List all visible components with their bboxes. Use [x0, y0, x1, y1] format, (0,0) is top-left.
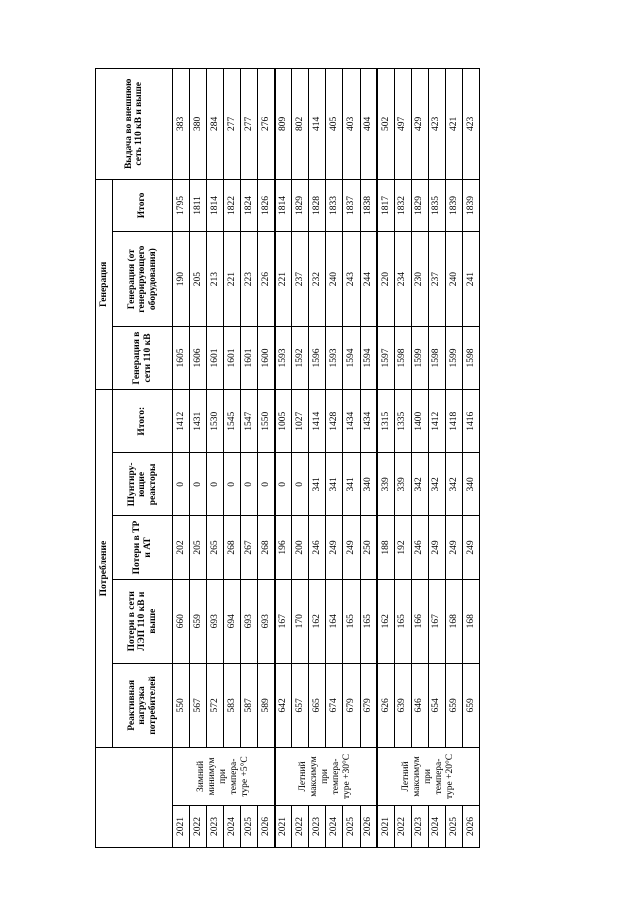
- value-cell: 1795: [173, 179, 190, 232]
- value-cell: 268: [258, 516, 275, 579]
- value-cell: 249: [343, 516, 360, 579]
- value-cell: 1606: [190, 326, 207, 389]
- value-cell: 232: [309, 232, 326, 327]
- year-cell: 2026: [462, 805, 479, 847]
- value-cell: 240: [326, 232, 343, 327]
- value-cell: 0: [258, 453, 275, 516]
- table-row: [309, 69, 326, 848]
- header-corner: [96, 748, 173, 848]
- value-cell: 267: [241, 516, 258, 579]
- value-cell: 265: [207, 516, 224, 579]
- value-cell: 165: [394, 579, 411, 663]
- value-cell: 679: [360, 663, 377, 747]
- value-cell: 567: [190, 663, 207, 747]
- value-cell: 657: [292, 663, 309, 747]
- value-cell: 339: [377, 453, 394, 516]
- value-cell: 383: [173, 69, 190, 180]
- value-cell: 202: [173, 516, 190, 579]
- table-row: [258, 69, 275, 848]
- header-gen-total: Итого: [113, 179, 173, 232]
- header-shunt-reactors: Шунтиру-ющие реакторы: [113, 453, 173, 516]
- value-cell: 693: [207, 579, 224, 663]
- value-cell: 1400: [411, 390, 428, 453]
- table-row: [292, 69, 309, 848]
- value-cell: 0: [275, 453, 292, 516]
- value-cell: 0: [173, 453, 190, 516]
- value-cell: 693: [241, 579, 258, 663]
- value-cell: 230: [411, 232, 428, 327]
- value-cell: 213: [207, 232, 224, 327]
- value-cell: 1428: [326, 390, 343, 453]
- value-cell: 1829: [292, 179, 309, 232]
- value-cell: 277: [241, 69, 258, 180]
- value-cell: 1412: [428, 390, 445, 453]
- year-cell: 2023: [309, 805, 326, 847]
- value-cell: 1599: [445, 326, 462, 389]
- value-cell: 659: [445, 663, 462, 747]
- value-cell: 342: [428, 453, 445, 516]
- table-row: [360, 69, 377, 848]
- value-cell: 1838: [360, 179, 377, 232]
- value-cell: 497: [394, 69, 411, 180]
- value-cell: 162: [309, 579, 326, 663]
- value-cell: 1594: [343, 326, 360, 389]
- year-cell: 2023: [207, 805, 224, 847]
- value-cell: 1596: [309, 326, 326, 389]
- value-cell: 0: [224, 453, 241, 516]
- value-cell: 674: [326, 663, 343, 747]
- value-cell: 276: [258, 69, 275, 180]
- value-cell: 1814: [207, 179, 224, 232]
- value-cell: 802: [292, 69, 309, 180]
- table-row: [224, 69, 241, 848]
- mode-cell: Летний максимум при темпера-туре +30°С: [275, 748, 377, 806]
- value-cell: 1335: [394, 390, 411, 453]
- value-cell: 572: [207, 663, 224, 747]
- value-cell: 166: [411, 579, 428, 663]
- value-cell: 168: [445, 579, 462, 663]
- value-cell: 1530: [207, 390, 224, 453]
- value-cell: 170: [292, 579, 309, 663]
- value-cell: 1824: [241, 179, 258, 232]
- value-cell: 237: [292, 232, 309, 327]
- value-cell: 188: [377, 516, 394, 579]
- header-consumption-group: Потребление: [96, 390, 113, 748]
- value-cell: 246: [309, 516, 326, 579]
- value-cell: 341: [326, 453, 343, 516]
- value-cell: 660: [173, 579, 190, 663]
- value-cell: 1601: [241, 326, 258, 389]
- value-cell: 249: [326, 516, 343, 579]
- value-cell: 0: [207, 453, 224, 516]
- value-cell: 1592: [292, 326, 309, 389]
- header-consumption-total: Итого:: [113, 390, 173, 453]
- value-cell: 1598: [394, 326, 411, 389]
- table-row: [428, 69, 445, 848]
- value-cell: 654: [428, 663, 445, 747]
- mode-cell: Летний максимум при темпера-туре +20°С: [377, 748, 479, 806]
- value-cell: 1814: [275, 179, 292, 232]
- value-cell: 221: [224, 232, 241, 327]
- table-row: [394, 69, 411, 848]
- value-cell: 205: [190, 516, 207, 579]
- value-cell: 165: [343, 579, 360, 663]
- value-cell: 341: [343, 453, 360, 516]
- value-cell: 665: [309, 663, 326, 747]
- header-columns-row: [113, 69, 173, 848]
- value-cell: 342: [445, 453, 462, 516]
- value-cell: 1601: [224, 326, 241, 389]
- value-cell: 589: [258, 663, 275, 747]
- value-cell: 1828: [309, 179, 326, 232]
- value-cell: 1829: [411, 179, 428, 232]
- value-cell: 659: [190, 579, 207, 663]
- value-cell: 423: [428, 69, 445, 180]
- table-row: [377, 69, 394, 848]
- value-cell: 196: [275, 516, 292, 579]
- value-cell: 1837: [343, 179, 360, 232]
- value-cell: 403: [343, 69, 360, 180]
- value-cell: 1597: [377, 326, 394, 389]
- value-cell: 693: [258, 579, 275, 663]
- value-cell: 277: [224, 69, 241, 180]
- value-cell: 583: [224, 663, 241, 747]
- value-cell: 1600: [258, 326, 275, 389]
- value-cell: 1835: [428, 179, 445, 232]
- value-cell: 1833: [326, 179, 343, 232]
- table-row: [190, 69, 207, 848]
- value-cell: 162: [377, 579, 394, 663]
- value-cell: 220: [377, 232, 394, 327]
- value-cell: 1431: [190, 390, 207, 453]
- value-cell: 679: [343, 663, 360, 747]
- value-cell: 1593: [275, 326, 292, 389]
- table-row: [462, 69, 479, 848]
- table-row: [445, 69, 462, 848]
- value-cell: 404: [360, 69, 377, 180]
- value-cell: 659: [462, 663, 479, 747]
- value-cell: 502: [377, 69, 394, 180]
- value-cell: 221: [275, 232, 292, 327]
- year-cell: 2026: [258, 805, 275, 847]
- header-gen-network: Генерация в сети 110 кВ: [113, 326, 173, 389]
- year-cell: 2021: [275, 805, 292, 847]
- year-cell: 2022: [394, 805, 411, 847]
- value-cell: 244: [360, 232, 377, 327]
- value-cell: 165: [360, 579, 377, 663]
- header-group-row: [96, 69, 113, 848]
- value-cell: 249: [445, 516, 462, 579]
- value-cell: 1817: [377, 179, 394, 232]
- value-cell: 168: [462, 579, 479, 663]
- table-row: [207, 69, 224, 848]
- value-cell: 249: [462, 516, 479, 579]
- value-cell: 1839: [445, 179, 462, 232]
- table-row: [173, 69, 190, 848]
- table-row: [343, 69, 360, 848]
- year-cell: 2023: [411, 805, 428, 847]
- value-cell: 626: [377, 663, 394, 747]
- value-cell: 1594: [360, 326, 377, 389]
- value-cell: 284: [207, 69, 224, 180]
- value-cell: 1593: [326, 326, 343, 389]
- value-cell: 1598: [428, 326, 445, 389]
- value-cell: 421: [445, 69, 462, 180]
- value-cell: 1418: [445, 390, 462, 453]
- value-cell: 423: [462, 69, 479, 180]
- value-cell: 246: [411, 516, 428, 579]
- year-cell: 2024: [428, 805, 445, 847]
- value-cell: 1811: [190, 179, 207, 232]
- value-cell: 1414: [309, 390, 326, 453]
- header-gen-equipment: Генерация (от генерирующего оборудования): [113, 232, 173, 327]
- year-cell: 2026: [360, 805, 377, 847]
- year-cell: 2022: [292, 805, 309, 847]
- value-cell: 405: [326, 69, 343, 180]
- value-cell: 1545: [224, 390, 241, 453]
- value-cell: 1839: [462, 179, 479, 232]
- value-cell: 414: [309, 69, 326, 180]
- value-cell: 639: [394, 663, 411, 747]
- value-cell: 1416: [462, 390, 479, 453]
- value-cell: 809: [275, 69, 292, 180]
- value-cell: 1599: [411, 326, 428, 389]
- value-cell: 0: [292, 453, 309, 516]
- header-losses-lines: Потери в сети ЛЭП 110 кВ и выше: [113, 579, 173, 663]
- year-cell: 2021: [377, 805, 394, 847]
- value-cell: 237: [428, 232, 445, 327]
- value-cell: 339: [394, 453, 411, 516]
- value-cell: 1027: [292, 390, 309, 453]
- value-cell: 1605: [173, 326, 190, 389]
- value-cell: 223: [241, 232, 258, 327]
- value-cell: 268: [224, 516, 241, 579]
- table-row: [241, 69, 258, 848]
- value-cell: 429: [411, 69, 428, 180]
- value-cell: 587: [241, 663, 258, 747]
- value-cell: 1547: [241, 390, 258, 453]
- value-cell: 205: [190, 232, 207, 327]
- value-cell: 243: [343, 232, 360, 327]
- value-cell: 249: [428, 516, 445, 579]
- value-cell: 341: [309, 453, 326, 516]
- value-cell: 167: [428, 579, 445, 663]
- value-cell: 1832: [394, 179, 411, 232]
- value-cell: 0: [190, 453, 207, 516]
- value-cell: 192: [394, 516, 411, 579]
- value-cell: 1601: [207, 326, 224, 389]
- value-cell: 234: [394, 232, 411, 327]
- table-row: [275, 69, 292, 848]
- header-reactive-load: Реактивная нагрузка потребителей: [113, 663, 173, 747]
- value-cell: 1826: [258, 179, 275, 232]
- value-cell: 1434: [360, 390, 377, 453]
- value-cell: 342: [411, 453, 428, 516]
- year-cell: 2024: [224, 805, 241, 847]
- value-cell: 250: [360, 516, 377, 579]
- value-cell: 646: [411, 663, 428, 747]
- value-cell: 167: [275, 579, 292, 663]
- header-output: Выдача во внешнюю сеть 110 кВ и выше: [96, 69, 173, 180]
- year-cell: 2022: [190, 805, 207, 847]
- header-losses-tr: Потери в ТР и АТ: [113, 516, 173, 579]
- value-cell: 642: [275, 663, 292, 747]
- table-row: [326, 69, 343, 848]
- value-cell: 1550: [258, 390, 275, 453]
- table-body: [173, 69, 480, 848]
- value-cell: 380: [190, 69, 207, 180]
- value-cell: 340: [462, 453, 479, 516]
- year-cell: 2024: [326, 805, 343, 847]
- value-cell: 240: [445, 232, 462, 327]
- header-generation-group: Генерация: [96, 179, 113, 390]
- mode-cell: Зимний минимум при темпера-туре +5°С: [173, 748, 275, 806]
- value-cell: 164: [326, 579, 343, 663]
- value-cell: 550: [173, 663, 190, 747]
- value-cell: 200: [292, 516, 309, 579]
- reactive-power-balance-table: [95, 68, 480, 848]
- value-cell: 0: [241, 453, 258, 516]
- value-cell: 340: [360, 453, 377, 516]
- value-cell: 190: [173, 232, 190, 327]
- value-cell: 1598: [462, 326, 479, 389]
- value-cell: 1434: [343, 390, 360, 453]
- value-cell: 1822: [224, 179, 241, 232]
- year-cell: 2025: [343, 805, 360, 847]
- value-cell: 1005: [275, 390, 292, 453]
- value-cell: 1315: [377, 390, 394, 453]
- year-cell: 2021: [173, 805, 190, 847]
- value-cell: 694: [224, 579, 241, 663]
- year-cell: 2025: [445, 805, 462, 847]
- value-cell: 226: [258, 232, 275, 327]
- value-cell: 1412: [173, 390, 190, 453]
- value-cell: 241: [462, 232, 479, 327]
- table-row: [411, 69, 428, 848]
- rotated-table-canvas: [95, 68, 480, 848]
- year-cell: 2025: [241, 805, 258, 847]
